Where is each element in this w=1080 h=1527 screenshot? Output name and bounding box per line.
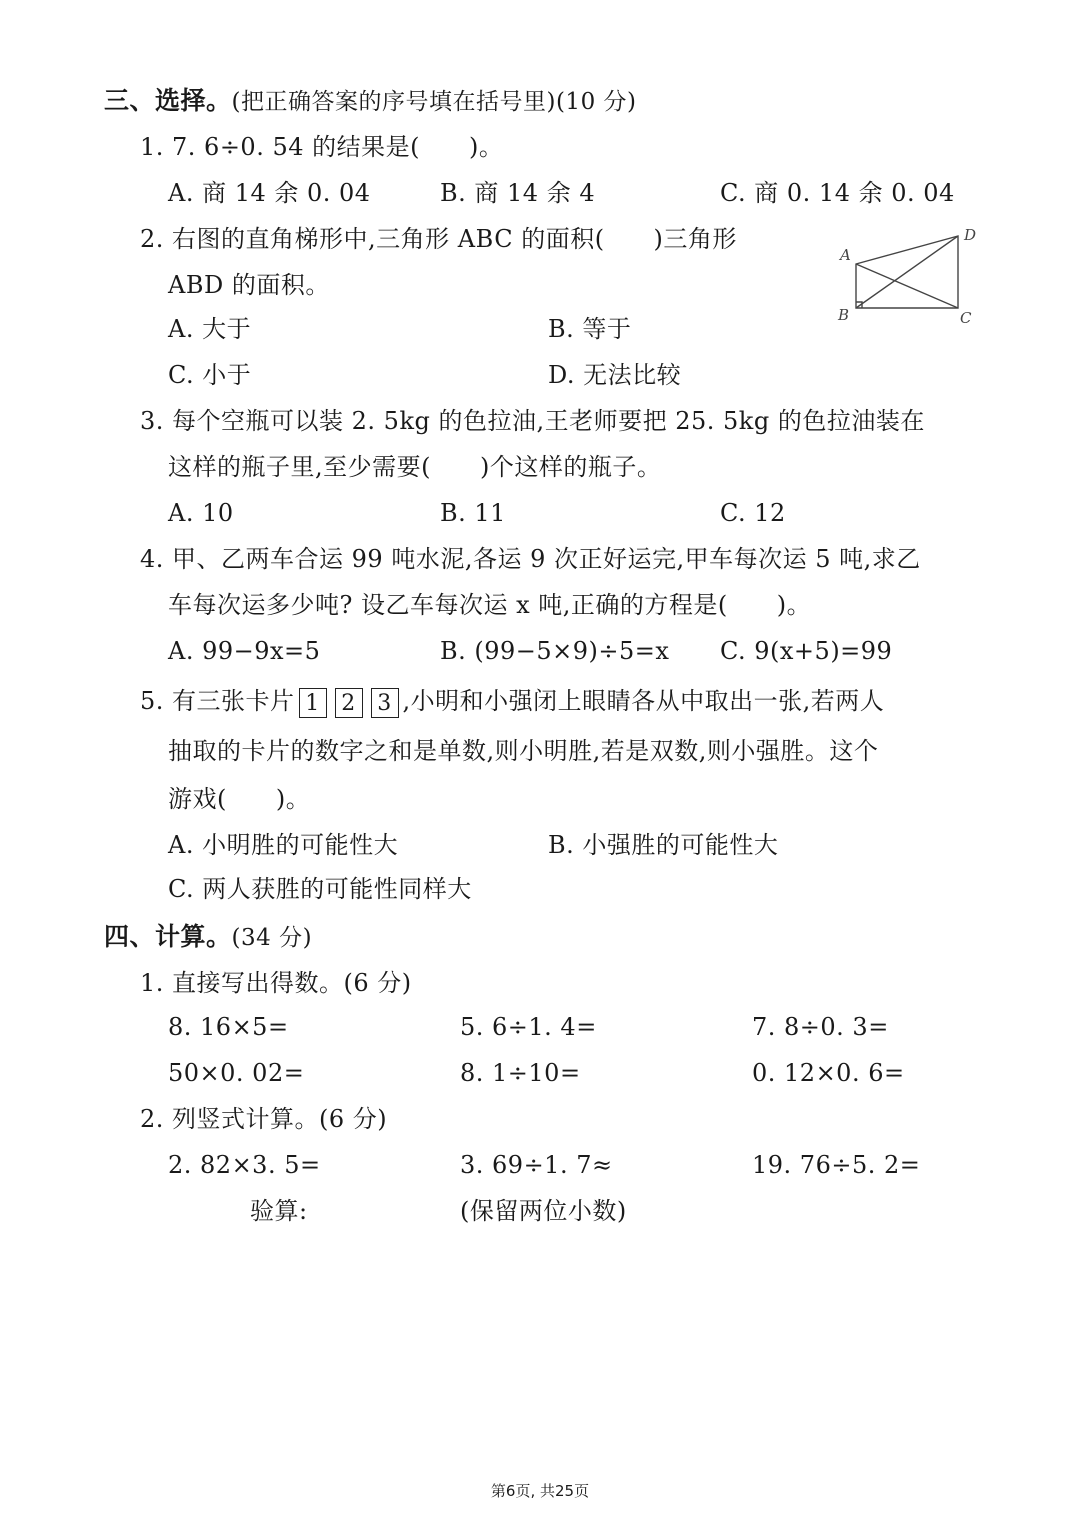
question-3-option-a: A. 10 <box>168 499 234 527</box>
calc-1-6: 0. 12×0. 6= <box>752 1059 905 1087</box>
question-3-option-c: C. 12 <box>720 499 786 527</box>
calc-2-2: 3. 69÷1. 7≈ <box>460 1151 613 1179</box>
part-1-title: 1. 直接写出得数。(6 分) <box>140 969 412 997</box>
question-5-option-c: C. 两人获胜的可能性同样大 <box>168 875 472 903</box>
calc-1-2: 5. 6÷1. 4= <box>460 1013 597 1041</box>
question-2-option-c: C. 小于 <box>168 361 252 389</box>
calc-1-4: 50×0. 02= <box>168 1059 305 1087</box>
calc-2-3: 19. 76÷5. 2= <box>752 1151 921 1179</box>
section-4-title: 四、计算。 <box>104 922 232 951</box>
question-5-option-b: B. 小强胜的可能性大 <box>548 831 779 859</box>
calc-1-3: 7. 8÷0. 3= <box>752 1013 889 1041</box>
question-2-stem-line-1: 2. 右图的直角梯形中,三角形 ABC 的面积( )三角形 <box>140 225 737 253</box>
question-4-option-a: A. 99−9x=5 <box>168 637 321 665</box>
vertex-label-a: A <box>840 246 851 264</box>
question-5-stem-line-1 <box>140 684 884 718</box>
question-1-option-a: A. 商 14 余 0. 04 <box>168 179 371 207</box>
section-4-note: (34 分) <box>231 925 313 951</box>
question-2-option-b: B. 等于 <box>548 315 632 343</box>
question-2-option-d: D. 无法比较 <box>548 361 682 389</box>
calc-1-5: 8. 1÷10= <box>460 1059 581 1087</box>
vertex-label-b: B <box>838 306 850 324</box>
question-5-stem-prefix: 5. 有三张卡片 <box>140 687 295 715</box>
question-5-stem-line-3: 游戏( )。 <box>168 785 311 813</box>
question-2-stem-line-2: ABD 的面积。 <box>168 271 330 299</box>
question-5-option-a: A. 小明胜的可能性大 <box>168 831 399 859</box>
page-footer: 第6页, 共25页 <box>490 1482 590 1500</box>
question-3-stem-line-1: 3. 每个空瓶可以装 2. 5kg 的色拉油,王老师要把 25. 5kg 的色拉油装在 <box>140 407 925 435</box>
question-1-option-c: C. 商 0. 14 余 0. 04 <box>720 179 955 207</box>
question-1-stem: 1. 7. 6÷0. 54 的结果是( )。 <box>140 133 504 161</box>
section-3-title: 三、选择。 <box>104 86 232 115</box>
question-4-stem-line-1: 4. 甲、乙两车合运 99 吨水泥,各运 9 次正好运完,甲车每次运 5 吨,求乙 <box>140 545 921 573</box>
section-3-note: (把正确答案的序号填在括号里)(10 分) <box>231 89 637 115</box>
question-5-stem-line-2: 抽取的卡片的数字之和是单数,则小明胜,若是双数,则小强胜。这个 <box>168 737 879 765</box>
check-label: 验算: <box>250 1197 308 1225</box>
section-4-heading <box>104 920 312 955</box>
part-2-title: 2. 列竖式计算。(6 分) <box>140 1105 388 1133</box>
question-4-option-c: C. 9(x+5)=99 <box>720 637 893 665</box>
calc-1-1: 8. 16×5= <box>168 1013 289 1041</box>
round-note: (保留两位小数) <box>460 1197 627 1225</box>
question-2-option-a: A. 大于 <box>168 315 252 343</box>
question-3-option-b: B. 11 <box>440 499 506 527</box>
right-trapezoid-figure <box>832 222 982 332</box>
diagonal-bd <box>856 236 958 308</box>
question-5-stem-suffix: ,小明和小强闭上眼睛各从中取出一张,若两人 <box>402 687 885 715</box>
vertex-label-c: C <box>960 309 972 327</box>
question-1-option-b: B. 商 14 余 4 <box>440 179 596 207</box>
calc-2-1: 2. 82×3. 5= <box>168 1151 321 1179</box>
diagonal-ac <box>856 264 958 308</box>
vertex-label-d: D <box>964 226 977 244</box>
question-4-stem-line-2: 车每次运多少吨? 设乙车每次运 x 吨,正确的方程是( )。 <box>168 591 812 619</box>
card-1: 1 <box>299 688 327 718</box>
card-2: 2 <box>335 688 363 718</box>
question-4-option-b: B. (99−5×9)÷5=x <box>440 637 670 665</box>
section-3-heading <box>104 84 637 119</box>
question-3-stem-line-2: 这样的瓶子里,至少需要( )个这样的瓶子。 <box>168 453 662 481</box>
card-3: 3 <box>371 688 399 718</box>
